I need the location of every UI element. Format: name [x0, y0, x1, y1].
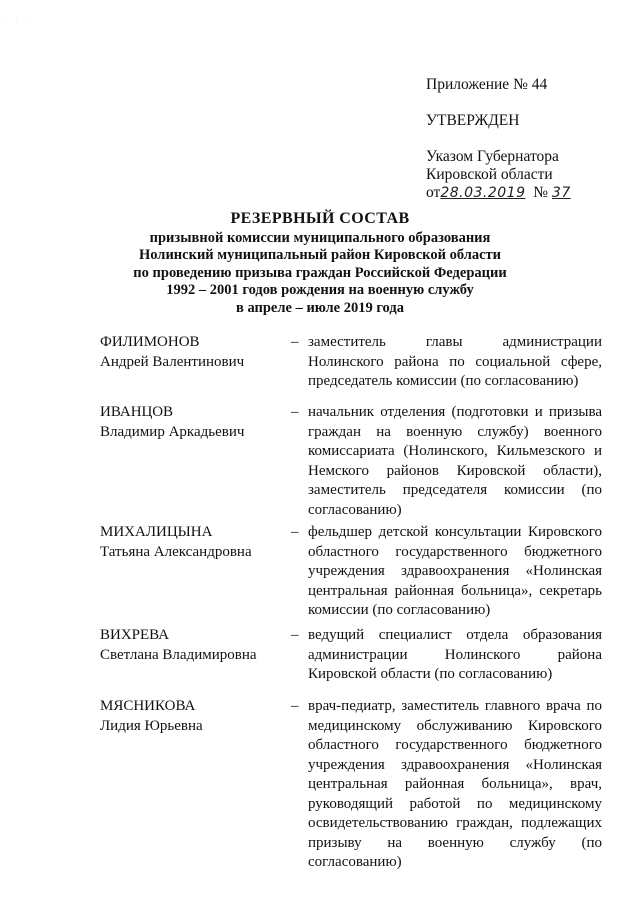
scan-noise-marks: · · · — [6, 16, 30, 22]
member-surname: ИВАНЦОВ — [100, 404, 174, 420]
member-surname: ФИЛИМОНОВ — [100, 334, 200, 350]
member-name — [100, 333, 280, 372]
dash-separator: – — [291, 698, 299, 714]
member-role: ведущий специалист отдела образования администрации Нолинского района Кировской области (по согласованию) — [308, 627, 602, 682]
member-name — [100, 523, 280, 562]
handwritten-date: 28.03.2019 — [440, 185, 526, 201]
member-surname: МЯСНИКОВА — [100, 698, 196, 714]
dash-separator: – — [291, 334, 299, 350]
member-given-name: Лидия Юрьевна — [100, 717, 203, 734]
member-given-name: Татьяна Александровна — [100, 543, 252, 560]
member-name — [100, 626, 280, 665]
handwritten-number: 37 — [551, 185, 571, 201]
document-header — [90, 210, 550, 317]
document-title: РЕЗЕРВНЫЙ СОСТАВ — [230, 210, 410, 227]
number-prefix: № — [533, 184, 549, 201]
member-given-name: Светлана Владимировна — [100, 646, 257, 663]
member-given-name: Андрей Валентинович — [100, 353, 245, 370]
member-name — [100, 697, 280, 736]
header-line: призывной комиссии муниципального образования — [149, 229, 491, 246]
dash-separator: – — [291, 627, 299, 643]
approved-label: УТВЕРЖДЕН — [426, 112, 520, 129]
member-name — [100, 403, 280, 442]
member-given-name: Владимир Аркадьевич — [100, 423, 245, 440]
header-line: 1992 – 2001 годов рождения на военную службу — [166, 282, 474, 298]
member-role: заместитель главы администрации Нолинского района по социальной сфере, председатель комиссии (по согласованию) — [308, 334, 602, 389]
dash-separator: – — [291, 404, 299, 420]
decree-line-1: Указом Губернатора — [426, 148, 559, 165]
member-surname: МИХАЛИЦЫНА — [100, 524, 213, 540]
member-role: начальник отделения (подготовки и призыва граждан на военную службу) военного комиссариата (Нолинского, Кильмезского и Немского районов Кировской области), заместитель председателя комиссии (по согласованию) — [308, 404, 602, 518]
approval-block — [426, 76, 626, 202]
member-role: врач-педиатр, заместитель главного врача по медицинскому обслуживанию Кировского областного государственного бюджетного учреждения здравоохранения «Нолинская центральная районная больница», врач, руководящий работой по медицинскому освидетельствованию граждан, подлежащих призыву на военную службу (по согласованию) — [308, 698, 602, 870]
header-line: в апреле – июле 2019 года — [236, 299, 404, 316]
dash-separator: – — [291, 524, 299, 540]
header-line: по проведению призыва граждан Российской Федерации — [133, 264, 507, 281]
appendix-label: Приложение № 44 — [426, 76, 548, 93]
decree-line-2: Кировской области — [426, 166, 553, 183]
member-role: фельдшер детской консультации Кировского областного государственного бюджетного учреждения здравоохранения «Нолинская центральная районная больница», секретарь комиссии (по согласованию) — [308, 524, 602, 618]
date-prefix: от — [426, 184, 441, 201]
decree-date-line — [426, 184, 626, 202]
member-surname: ВИХРЕВА — [100, 627, 170, 643]
header-line: Нолинский муниципальный район Кировской области — [138, 247, 502, 263]
